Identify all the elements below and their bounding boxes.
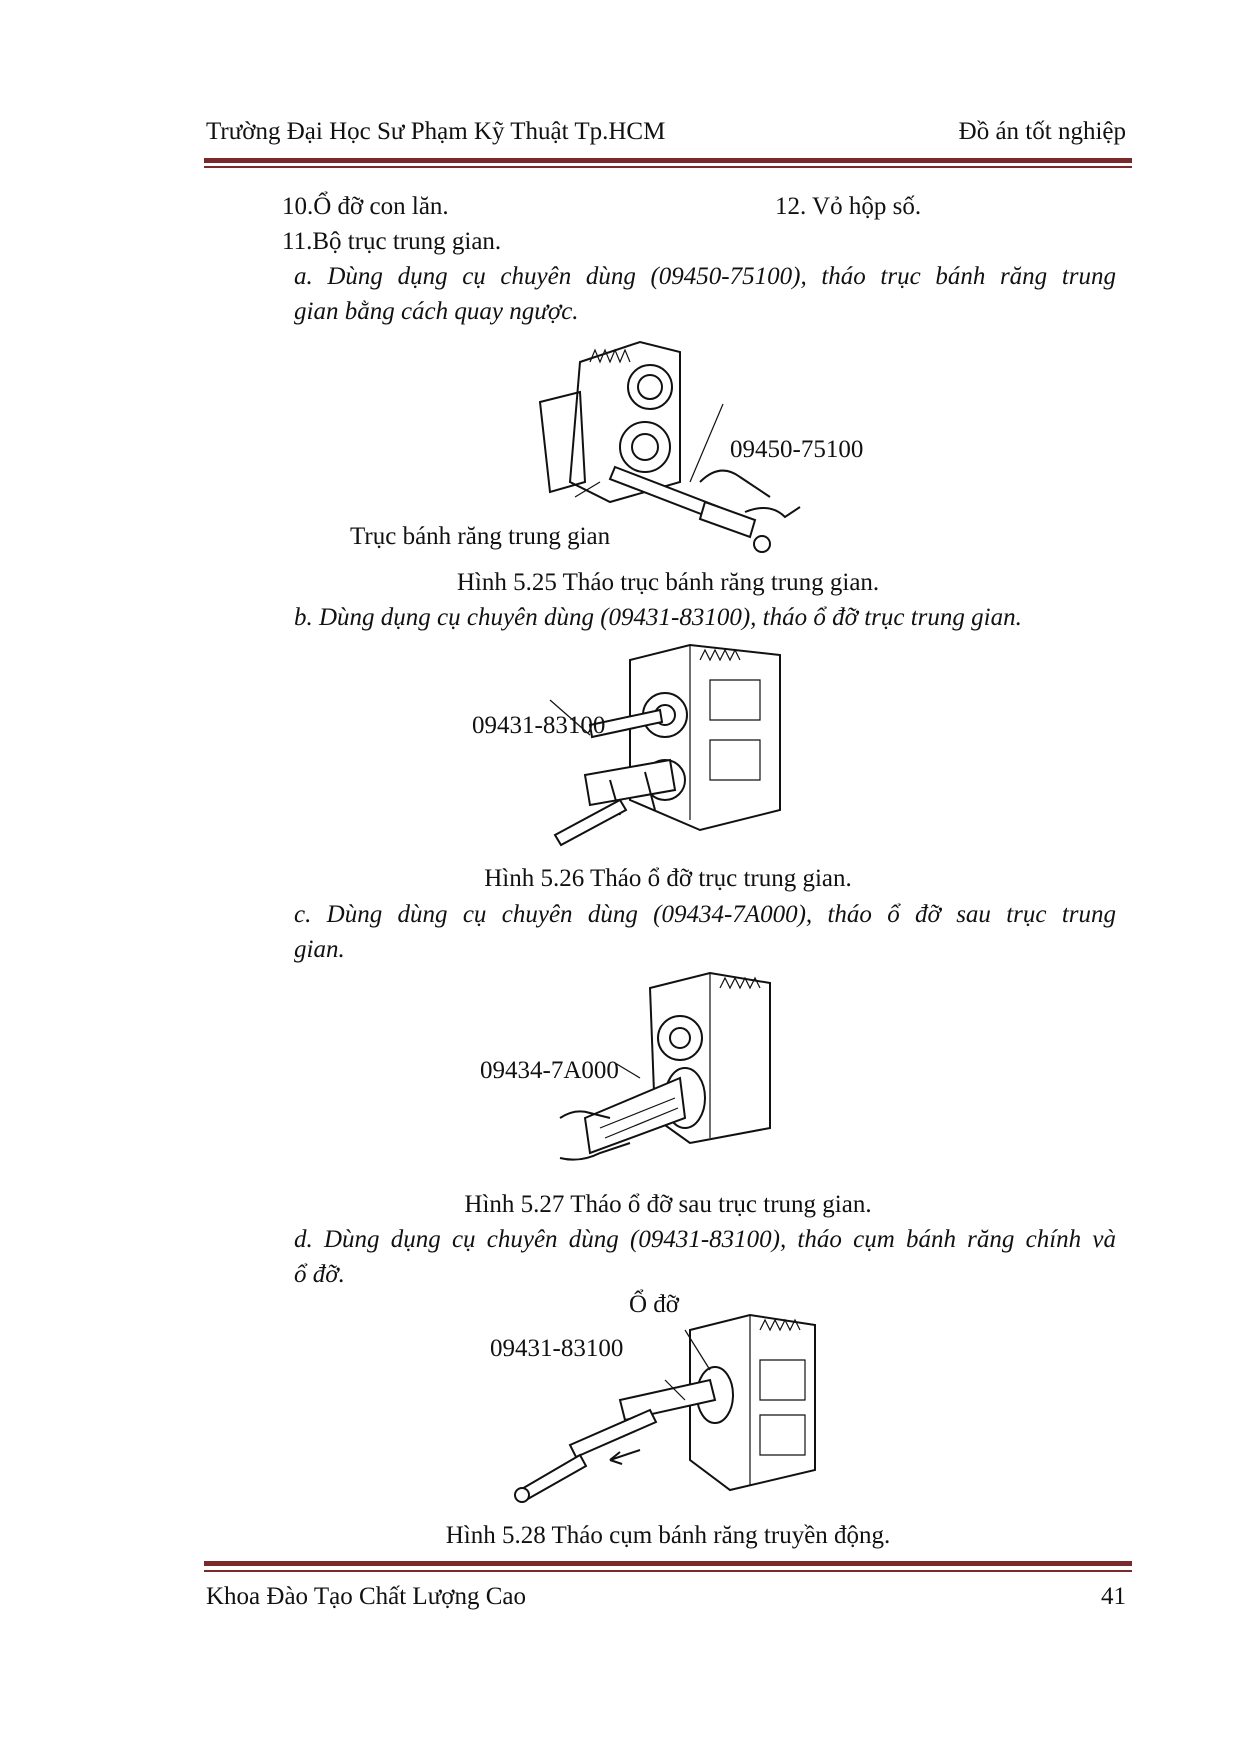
figure-5-27-tool-label: 09434-7A000 [480, 1057, 619, 1084]
list-item-11: 11.Bộ trục trung gian. [282, 228, 502, 255]
figure-5-28-caption: Hình 5.28 Tháo cụm bánh răng truyền động. [445, 1522, 891, 1549]
figure-5-27-caption: Hình 5.27 Tháo ổ đỡ sau trục trung gian. [464, 1191, 872, 1218]
footer-rule-thick [204, 1561, 1132, 1566]
figure-5-28-illustration [510, 1300, 830, 1520]
header-rule-thin [204, 166, 1132, 168]
footer-faculty: Khoa Đào Tạo Chất Lượng Cao [206, 1583, 526, 1610]
footer-rule-thin [204, 1570, 1132, 1572]
figure-5-28-tool-label: 09431-83100 [490, 1335, 624, 1362]
figure-5-28-part-label: Ổ đỡ [629, 1291, 680, 1318]
step-a-line-2: gian bằng cách quay ngược. [294, 298, 579, 325]
header-school: Trường Đại Học Sư Phạm Kỹ Thuật Tp.HCM [206, 118, 666, 145]
figure-5-26-caption: Hình 5.26 Tháo ổ đỡ trục trung gian. [484, 865, 852, 892]
step-c-line-2: gian. [294, 936, 345, 963]
list-item-12: 12. Vỏ hộp số. [775, 193, 922, 220]
step-a-line-1: a. Dùng dụng cụ chuyên dùng (09450-75100), tháo trục bánh răng trung [294, 263, 1116, 290]
header-rule-thick [204, 158, 1132, 163]
figure-5-25-caption: Hình 5.25 Tháo trục bánh răng trung gian. [456, 569, 880, 596]
step-c-line-1: c. Dùng dùng cụ chuyên dùng (09434-7A000), tháo ổ đỡ sau trục trung [294, 901, 1116, 928]
figure-5-26-tool-label: 09431-83100 [472, 712, 606, 739]
step-d-line-1: d. Dùng dụng cụ chuyên dùng (09431-83100), tháo cụm bánh răng chính và [294, 1226, 1116, 1253]
figure-5-25-tool-label: 09450-75100 [730, 436, 864, 463]
step-d-line-2: ổ đỡ. [294, 1261, 345, 1288]
figure-5-25-part-label: Trục bánh răng trung gian [350, 523, 611, 550]
list-item-10: 10.Ổ đỡ con lăn. [282, 193, 449, 220]
page-number: 41 [1101, 1583, 1126, 1610]
header-document-type: Đồ án tốt nghiệp [958, 118, 1126, 145]
step-b-line-1: b. Dùng dụng cụ chuyên dùng (09431-83100), tháo ổ đỡ trục trung gian. [294, 604, 1022, 631]
figure-5-26-illustration [550, 640, 790, 860]
